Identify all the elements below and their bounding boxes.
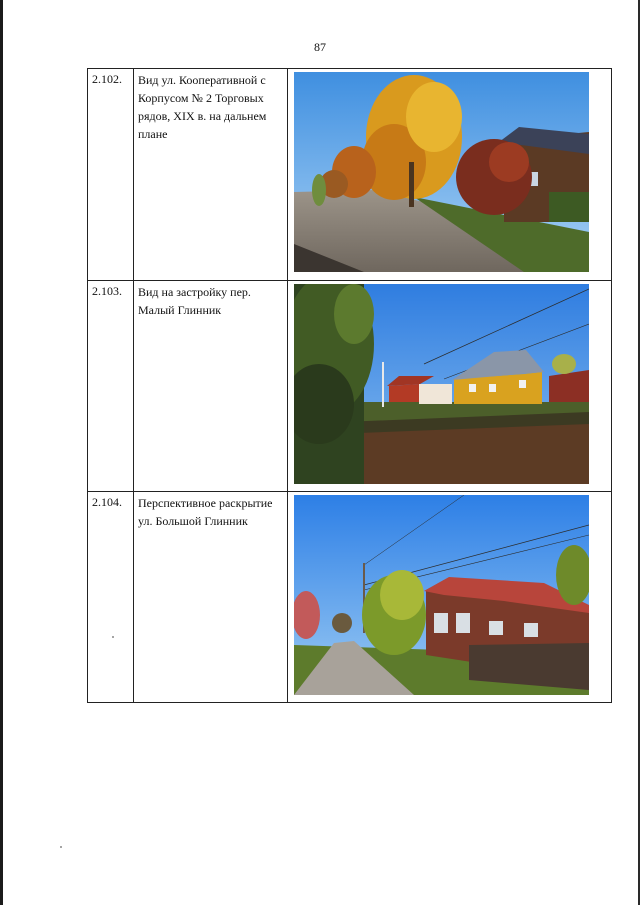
photo-table xyxy=(87,68,612,703)
row-description: Вид на застройку пер. Малый Глинник xyxy=(134,281,288,492)
scan-speck xyxy=(112,636,114,638)
row-description: Вид ул. Кооперативной с Корпусом № 2 Торговых рядов, XIX в. на дальнем плане xyxy=(134,69,288,281)
photo-cell xyxy=(288,281,612,492)
row-number: 2.102. xyxy=(88,69,134,281)
row-number: 2.103. xyxy=(88,281,134,492)
street-photo-autumn-trees xyxy=(294,72,589,272)
photo-cell xyxy=(288,492,612,703)
photo-cell xyxy=(288,69,612,281)
lane-houses-photo xyxy=(294,284,589,484)
table-row xyxy=(88,69,612,281)
street-brick-house-photo xyxy=(294,495,589,695)
page-edge-left xyxy=(0,0,3,905)
table-row xyxy=(88,281,612,492)
page-number: 87 xyxy=(314,40,326,54)
row-description: Перспективное раскрытие ул. Большой Глинник xyxy=(134,492,288,703)
scan-speck xyxy=(60,846,62,848)
row-number: 2.104. xyxy=(88,492,134,703)
table-row xyxy=(88,492,612,703)
